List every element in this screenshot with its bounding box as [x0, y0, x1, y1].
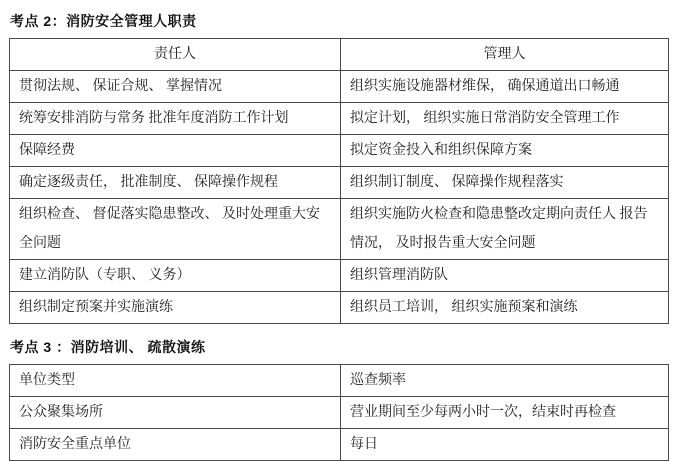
table-cell: 建立消防队（专职、 义务） [10, 260, 341, 292]
table-cell: 组织员工培训， 组织实施预案和演练 [341, 292, 669, 324]
section-key-point-3 [9, 337, 668, 461]
table-row [10, 397, 669, 429]
table-cell: 拟定资金投入和组织保障方案 [341, 135, 669, 167]
table-cell: 保障经费 [10, 135, 341, 167]
patrol-frequency-table [9, 364, 669, 461]
table-cell: 组织实施防火检查和隐患整改定期向责任人 报告情况， 及时报告重大安全问题 [341, 199, 669, 260]
table-row [10, 292, 669, 324]
table-cell: 组织实施设施器材维保， 确保通道出口畅通 [341, 71, 669, 103]
table-cell: 组织制定预案并实施演练 [10, 292, 341, 324]
table-header-row [10, 39, 669, 71]
table-cell: 巡查频率 [341, 365, 669, 397]
table-row [10, 103, 669, 135]
table-cell: 每日 [341, 429, 669, 461]
table-row [10, 365, 669, 397]
table-cell: 拟定计划， 组织实施日常消防安全管理工作 [341, 103, 669, 135]
section-key-point-2 [9, 11, 668, 324]
table-row [10, 135, 669, 167]
section-title-key-point-2: 考点 2：消防安全管理人职责 [10, 13, 197, 29]
table-cell: 确定逐级责任， 批准制度、 保障操作规程 [10, 167, 341, 199]
table-cell: 组织检查、 督促落实隐患整改、 及时处理重大安全问题 [10, 199, 341, 260]
table-cell: 组织制订制度、 保障操作规程落实 [341, 167, 669, 199]
table-cell: 消防安全重点单位 [10, 429, 341, 461]
header-cell-responsible-person: 责任人 [10, 39, 341, 71]
table-cell: 贯彻法规、 保证合规、 掌握情况 [10, 71, 341, 103]
header-cell-manager: 管理人 [341, 39, 669, 71]
table-row [10, 199, 669, 260]
table-row [10, 260, 669, 292]
section-title-key-point-3: 考点 3 ：消防培训、 疏散演练 [10, 339, 206, 355]
responsibilities-table [9, 38, 669, 324]
table-cell: 单位类型 [10, 365, 341, 397]
table-cell: 营业期间至少每两小时一次，结束时再检查 [341, 397, 669, 429]
table-row [10, 167, 669, 199]
table-cell: 组织管理消防队 [341, 260, 669, 292]
table-row [10, 71, 669, 103]
table-cell: 公众聚集场所 [10, 397, 341, 429]
table-cell: 统筹安排消防与常务 批准年度消防工作计划 [10, 103, 341, 135]
